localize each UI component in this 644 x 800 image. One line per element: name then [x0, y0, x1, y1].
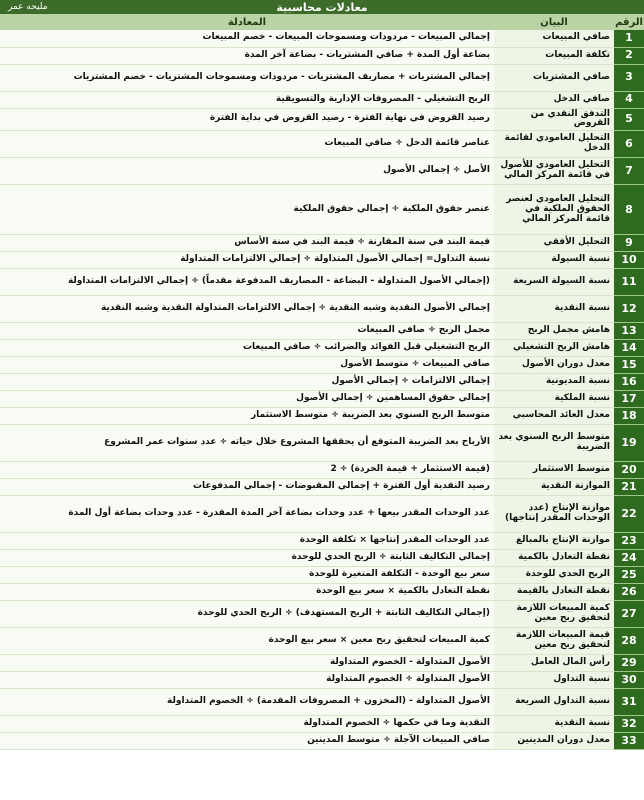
row-number: 16	[614, 374, 644, 391]
table-row	[0, 655, 644, 672]
title-bar	[0, 0, 644, 14]
row-formula: كمية المبيعات لتحقيق ربح معين × سعر بيع الوحدة	[0, 628, 494, 655]
row-number: 4	[614, 91, 644, 108]
row-number: 15	[614, 357, 644, 374]
row-number: 7	[614, 158, 644, 185]
table-row	[0, 716, 644, 733]
row-number: 19	[614, 425, 644, 462]
author-credit: مليحه عمر	[8, 2, 48, 12]
row-item: التحليل الأفقي	[494, 235, 614, 252]
table-row	[0, 64, 644, 91]
table-row	[0, 357, 644, 374]
row-item: التحليل العامودي لعنصر الحقوق الملكية في قائمة المركز المالي	[494, 185, 614, 235]
table-row	[0, 567, 644, 584]
row-formula: نسبة التداول= إجمالي الأصول المتداولة ÷ إجمالي الالتزامات المتداولة	[0, 252, 494, 269]
row-item: متوسط الربح السنوي بعد الضريبة	[494, 425, 614, 462]
row-item: نسبة المديونية	[494, 374, 614, 391]
table-row	[0, 733, 644, 750]
row-number: 27	[614, 601, 644, 628]
row-number: 31	[614, 689, 644, 716]
row-item: نقطة التعادل بالقيمة	[494, 584, 614, 601]
row-formula: إجمالي المشتريات + مصاريف المشتريات - مردودات ومسموحات المشتريات - خصم المشتريات	[0, 64, 494, 91]
row-formula: قيمة البند في سنة المقارنة ÷ قيمة البند في سنة الأساس	[0, 235, 494, 252]
row-item: معدل دوران الأصول	[494, 357, 614, 374]
row-formula: الأصول المتداولة ÷ الخصوم المتداولة	[0, 672, 494, 689]
row-number: 20	[614, 462, 644, 479]
table-row	[0, 391, 644, 408]
table-row	[0, 252, 644, 269]
row-item: رأس المال العامل	[494, 655, 614, 672]
row-formula: الربح التشغيلي قبل الفوائد والضرائب ÷ صافي المبيعات	[0, 340, 494, 357]
row-item: نسبة النقدية	[494, 716, 614, 733]
row-formula: عنصر حقوق الملكية ÷ إجمالي حقوق الملكية	[0, 185, 494, 235]
row-number: 13	[614, 323, 644, 340]
row-formula: (إجمالي الأصول المتداولة - البضاعة - المصاريف المدفوعة مقدماً) ÷ إجمالي الالتزامات المتداولة	[0, 269, 494, 296]
table-row	[0, 158, 644, 185]
row-item: الربح الحدي للوحدة	[494, 567, 614, 584]
row-formula: عدد الوحدات المقدر إنتاجها × تكلفة الوحدة	[0, 533, 494, 550]
row-item: هامش الربح التشغيلي	[494, 340, 614, 357]
row-formula: إجمالي الأصول النقدية وشبه النقدية ÷ إجمالي الالتزامات المتداولة النقدية وشبه النقدية	[0, 296, 494, 323]
row-formula: بضاعة أول المدة + صافي المشتريات - بضاعة آخر المدة	[0, 47, 494, 64]
row-item: كمية المبيعات اللازمة لتحقيق ربح معين	[494, 601, 614, 628]
table-row	[0, 340, 644, 357]
table-row	[0, 425, 644, 462]
row-item: صافي الدخل	[494, 91, 614, 108]
table-row	[0, 323, 644, 340]
row-formula: الأصول المتداولة - الخصوم المتداولة	[0, 655, 494, 672]
table-row	[0, 30, 644, 47]
row-formula: إجمالي التكاليف الثابتة ÷ الربح الحدي للوحدة	[0, 550, 494, 567]
row-formula: (قيمة الاستثمار + قيمة الخردة) ÷ 2	[0, 462, 494, 479]
row-number: 23	[614, 533, 644, 550]
table-row	[0, 296, 644, 323]
row-formula: عناصر قائمة الدخل ÷ صافي المبيعات	[0, 131, 494, 158]
row-number: 18	[614, 408, 644, 425]
row-number: 30	[614, 672, 644, 689]
row-item: موازنة الإنتاج (عدد الوحدات المقدر إنتاجها)	[494, 496, 614, 533]
row-item: معدل العائد المحاسبي	[494, 408, 614, 425]
header-item: البيان	[494, 14, 614, 30]
table-row	[0, 601, 644, 628]
row-formula: عدد الوحدات المقدر بيعها + عدد وحدات بضاعة آخر المدة المقدرة - عدد وحدات بضاعة أول المدة	[0, 496, 494, 533]
row-number: 28	[614, 628, 644, 655]
table-row	[0, 479, 644, 496]
table-row	[0, 672, 644, 689]
row-formula: صافي المبيعات الآجلة ÷ متوسط المدينين	[0, 733, 494, 750]
row-item: صافي المبيعات	[494, 30, 614, 47]
row-number: 8	[614, 185, 644, 235]
row-formula: رصيد النقدية أول الفترة + إجمالي المقبوضات - إجمالي المدفوعات	[0, 479, 494, 496]
page-title: معادلات محاسبية	[276, 0, 368, 14]
row-item: متوسط الاستثمار	[494, 462, 614, 479]
row-formula: الأصول المتداولة - (المخزون + المصروفات المقدمة) ÷ الخصوم المتداولة	[0, 689, 494, 716]
formulas-table	[0, 14, 644, 750]
table-row	[0, 374, 644, 391]
row-formula: (إجمالي التكاليف الثابتة + الربح المستهدف) ÷ الربح الحدي للوحدة	[0, 601, 494, 628]
row-formula: الربح التشغيلي - المصروفات الإدارية والتسويقية	[0, 91, 494, 108]
row-formula: النقدية وما في حكمها ÷ الخصوم المتداولة	[0, 716, 494, 733]
row-formula: رصيد القروض في نهاية الفترة - رصيد القروض في بداية الفترة	[0, 108, 494, 131]
row-item: نسبة التداول	[494, 672, 614, 689]
row-item: نسبة النقدية	[494, 296, 614, 323]
row-number: 24	[614, 550, 644, 567]
row-item: نسبة السيولة السريعة	[494, 269, 614, 296]
table-row	[0, 496, 644, 533]
table-row	[0, 533, 644, 550]
row-number: 9	[614, 235, 644, 252]
table-row	[0, 584, 644, 601]
row-item: نسبة الملكية	[494, 391, 614, 408]
row-item: التحليل العامودي للأصول في قائمة المركز المالي	[494, 158, 614, 185]
row-formula: صافي المبيعات ÷ متوسط الأصول	[0, 357, 494, 374]
row-number: 26	[614, 584, 644, 601]
table-row	[0, 689, 644, 716]
row-number: 2	[614, 47, 644, 64]
row-item: التدفق النقدي من القروض	[494, 108, 614, 131]
row-number: 6	[614, 131, 644, 158]
row-item: صافي المشتريات	[494, 64, 614, 91]
table-row	[0, 47, 644, 64]
row-formula: متوسط الربح السنوي بعد الضريبة ÷ متوسط الاستثمار	[0, 408, 494, 425]
row-number: 29	[614, 655, 644, 672]
table-body	[0, 30, 644, 750]
header-formula: المعادلة	[0, 14, 494, 30]
row-number: 10	[614, 252, 644, 269]
row-item: نسبة التداول السريعة	[494, 689, 614, 716]
table-row	[0, 628, 644, 655]
row-number: 32	[614, 716, 644, 733]
table-row	[0, 408, 644, 425]
row-number: 21	[614, 479, 644, 496]
row-formula: نقطة التعادل بالكمية × سعر بيع الوحدة	[0, 584, 494, 601]
row-number: 5	[614, 108, 644, 131]
row-item: التحليل العامودي لقائمة الدخل	[494, 131, 614, 158]
row-item: تكلفة المبيعات	[494, 47, 614, 64]
row-item: معدل دوران المدينين	[494, 733, 614, 750]
table-row	[0, 462, 644, 479]
table-row	[0, 185, 644, 235]
row-number: 11	[614, 269, 644, 296]
row-formula: الأرباح بعد الضريبة المتوقع أن يحققها المشروع خلال حياته ÷ عدد سنوات عمر المشروع	[0, 425, 494, 462]
row-number: 12	[614, 296, 644, 323]
table-row	[0, 108, 644, 131]
row-number: 25	[614, 567, 644, 584]
row-item: نسبة السيولة	[494, 252, 614, 269]
row-number: 14	[614, 340, 644, 357]
row-item: نقطة التعادل بالكمية	[494, 550, 614, 567]
row-formula: مجمل الربح ÷ صافي المبيعات	[0, 323, 494, 340]
table-row	[0, 235, 644, 252]
row-number: 3	[614, 64, 644, 91]
table-row	[0, 269, 644, 296]
row-number: 1	[614, 30, 644, 47]
row-formula: إجمالي حقوق المساهمين ÷ إجمالي الأصول	[0, 391, 494, 408]
table-row	[0, 91, 644, 108]
row-item: موازنة الإنتاج بالمبالغ	[494, 533, 614, 550]
table-row	[0, 550, 644, 567]
header-number: الرقم	[614, 14, 644, 30]
row-number: 17	[614, 391, 644, 408]
row-item: قيمة المبيعات اللازمة لتحقيق ربح معين	[494, 628, 614, 655]
row-number: 22	[614, 496, 644, 533]
row-formula: الأصل ÷ إجمالي الأصول	[0, 158, 494, 185]
row-formula: إجمالي المبيعات - مردودات ومسموحات المبيعات - خصم المبيعات	[0, 30, 494, 47]
row-item: الموازنة النقدية	[494, 479, 614, 496]
table-row	[0, 131, 644, 158]
table-header-row	[0, 14, 644, 30]
row-item: هامش مجمل الربح	[494, 323, 614, 340]
row-number: 33	[614, 733, 644, 750]
row-formula: إجمالي الالتزامات ÷ إجمالي الأصول	[0, 374, 494, 391]
row-formula: سعر بيع الوحدة - التكلفة المتغيرة للوحدة	[0, 567, 494, 584]
